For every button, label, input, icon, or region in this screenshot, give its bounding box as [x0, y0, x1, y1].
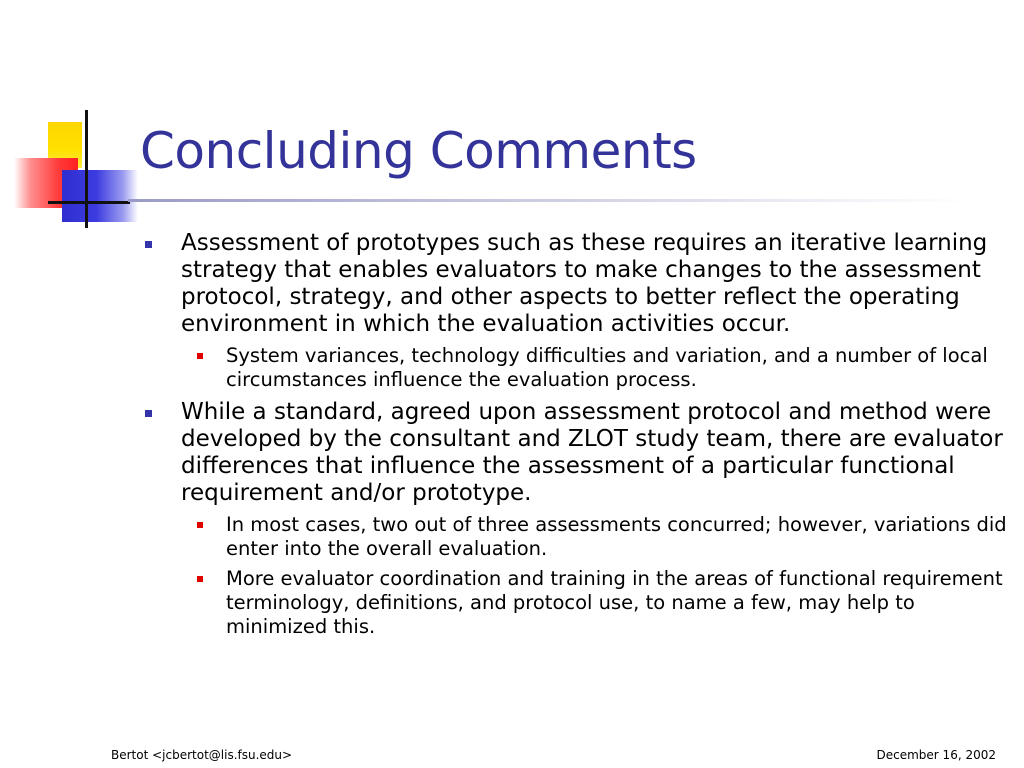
square-bullet-icon	[145, 241, 152, 248]
sub-bullet-text: In most cases, two out of three assessments concurred; however, variations did enter into the overall evaluation.	[226, 513, 1007, 560]
footer-author: Bertot <jcbertot@lis.fsu.edu>	[111, 748, 293, 762]
bullet-text: While a standard, agreed upon assessment protocol and method were developed by the consultant and ZLOT study team, there are evaluator differences that influence the assessment of a particular functional requirement and/or prototype.	[181, 399, 1003, 506]
bullet-text: Assessment of prototypes such as these requires an iterative learning strategy that enables evaluators to make changes to the assessment protocol, strategy, and other aspects to better reflect the operating environment in which the evaluation activities occur.	[181, 230, 988, 337]
sub-bullet-list	[181, 344, 1010, 392]
slide-body	[140, 230, 1010, 646]
bullet-item-2	[140, 399, 1010, 639]
square-bullet-icon	[145, 410, 152, 417]
logo-horizontal-line	[48, 201, 130, 204]
slide-title: Concluding Comments	[140, 122, 697, 180]
logo-blue-square	[62, 170, 138, 222]
sub-bullet-item	[181, 344, 1010, 392]
square-bullet-icon	[197, 353, 203, 359]
title-divider	[128, 199, 968, 202]
sub-bullet-item	[181, 513, 1010, 561]
sub-bullet-item	[181, 567, 1010, 639]
sub-bullet-list	[181, 513, 1010, 639]
square-bullet-icon	[197, 522, 203, 528]
bullet-item-1	[140, 230, 1010, 392]
square-bullet-icon	[197, 576, 203, 582]
sub-bullet-text: More evaluator coordination and training in the areas of functional requirement terminology, definitions, and protocol use, to name a few, may help to minimized this.	[226, 567, 1003, 638]
slide-logo-decoration	[0, 100, 150, 240]
footer-date: December 16, 2002	[876, 748, 996, 762]
sub-bullet-text: System variances, technology difficulties and variation, and a number of local circumstances influence the evaluation process.	[226, 344, 988, 391]
logo-vertical-line	[85, 110, 88, 228]
